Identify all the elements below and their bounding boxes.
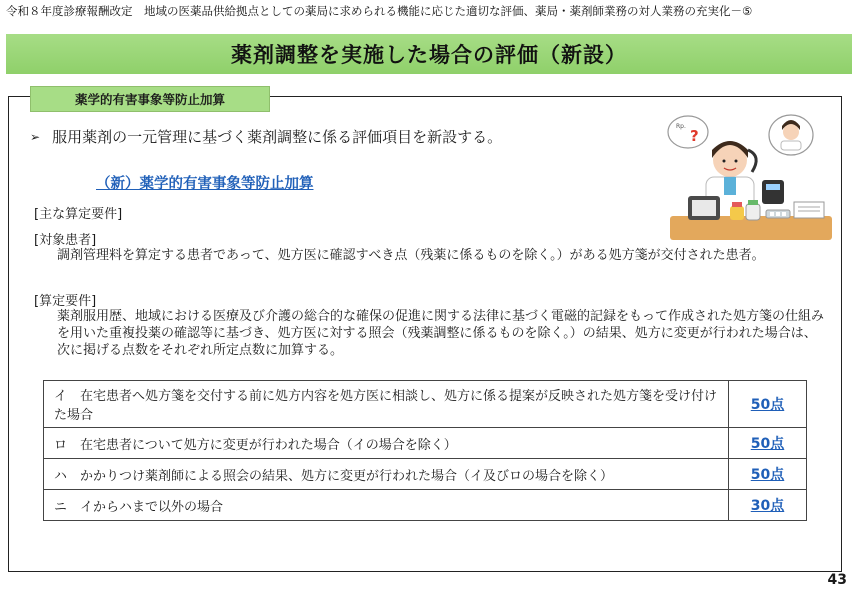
row-points: 50点: [729, 381, 807, 428]
telephone-icon: [762, 180, 784, 204]
target-label: [対象患者]: [34, 233, 97, 248]
table-row: [44, 428, 807, 459]
page-title: 薬剤調整を実施した場合の評価（新設）: [231, 43, 627, 67]
calc-text: 薬剤服用歴、地域における医療及び介護の総合的な確保の促進に関する法律に基づく電磁的記録をもって作成された処方箋の仕組みを用いた重複投薬の確認等に基づき、処方医に対する照会（残薬調整に係るものを除く。）の結果、処方に変更が行われた場合は、次に掲げる点数をそれぞれ所定点数に加算する。: [57, 309, 825, 358]
table-row: [44, 459, 807, 490]
row-text: ハ かかりつけ薬剤師による照会の結果、処方に変更が行われた場合（イ及びロの場合を除く）: [44, 459, 729, 490]
rp-label: Rp.: [676, 123, 686, 130]
row-text: ロ 在宅患者について処方に変更が行われた場合（イの場合を除く）: [44, 428, 729, 459]
page-number: 43: [827, 572, 847, 588]
main-requirements-label: [主な算定要件]: [34, 207, 123, 222]
row-text: イ 在宅患者へ処方箋を交付する前に処方内容を処方医に相談し、処方に係る提案が反映された処方箋を受け付けた場合: [44, 381, 729, 428]
arrow-icon: ➢: [30, 129, 41, 144]
title-bar: [6, 34, 852, 74]
subtitle: （新）薬学的有害事象等防止加算: [96, 176, 314, 192]
documents-icon: [794, 202, 824, 218]
lead-text: 服用薬剤の一元管理に基づく薬剤調整に係る評価項目を新設する。: [52, 128, 503, 146]
row-points: 30点: [729, 490, 807, 521]
target-text: 調剤管理料を算定する患者であって、処方医に確認すべき点（残薬に係るものを除く。）がある処方箋が交付された患者。: [57, 248, 765, 263]
phone-receiver-icon: [748, 150, 756, 172]
slide-header: 令和８年度診療報酬改定 地域の医薬品供給拠点としての薬局に求められる機能に応じた適切な評価、薬局・薬剤師業務の対人業務の充実化－⑤: [6, 4, 753, 18]
lead-line: [30, 126, 502, 147]
speech-bubble-icon: [668, 116, 708, 148]
question-mark-icon: ?: [690, 127, 699, 145]
row-points: 50点: [729, 459, 807, 490]
medicine-bottle-icon: [730, 206, 744, 220]
table-row: [44, 381, 807, 428]
doctor-coat: [781, 141, 801, 150]
table-row: [44, 490, 807, 521]
pharmacist-phone-illustration: [666, 110, 836, 245]
doctor-face: [783, 124, 799, 140]
calc-label: [算定要件]: [34, 294, 97, 309]
row-points: 50点: [729, 428, 807, 459]
row-text: ニ イからハまで以外の場合: [44, 490, 729, 521]
medicine-bottle-icon: [746, 204, 760, 220]
points-table: [43, 380, 807, 521]
section-tag: 薬学的有害事象等防止加算: [30, 86, 270, 112]
